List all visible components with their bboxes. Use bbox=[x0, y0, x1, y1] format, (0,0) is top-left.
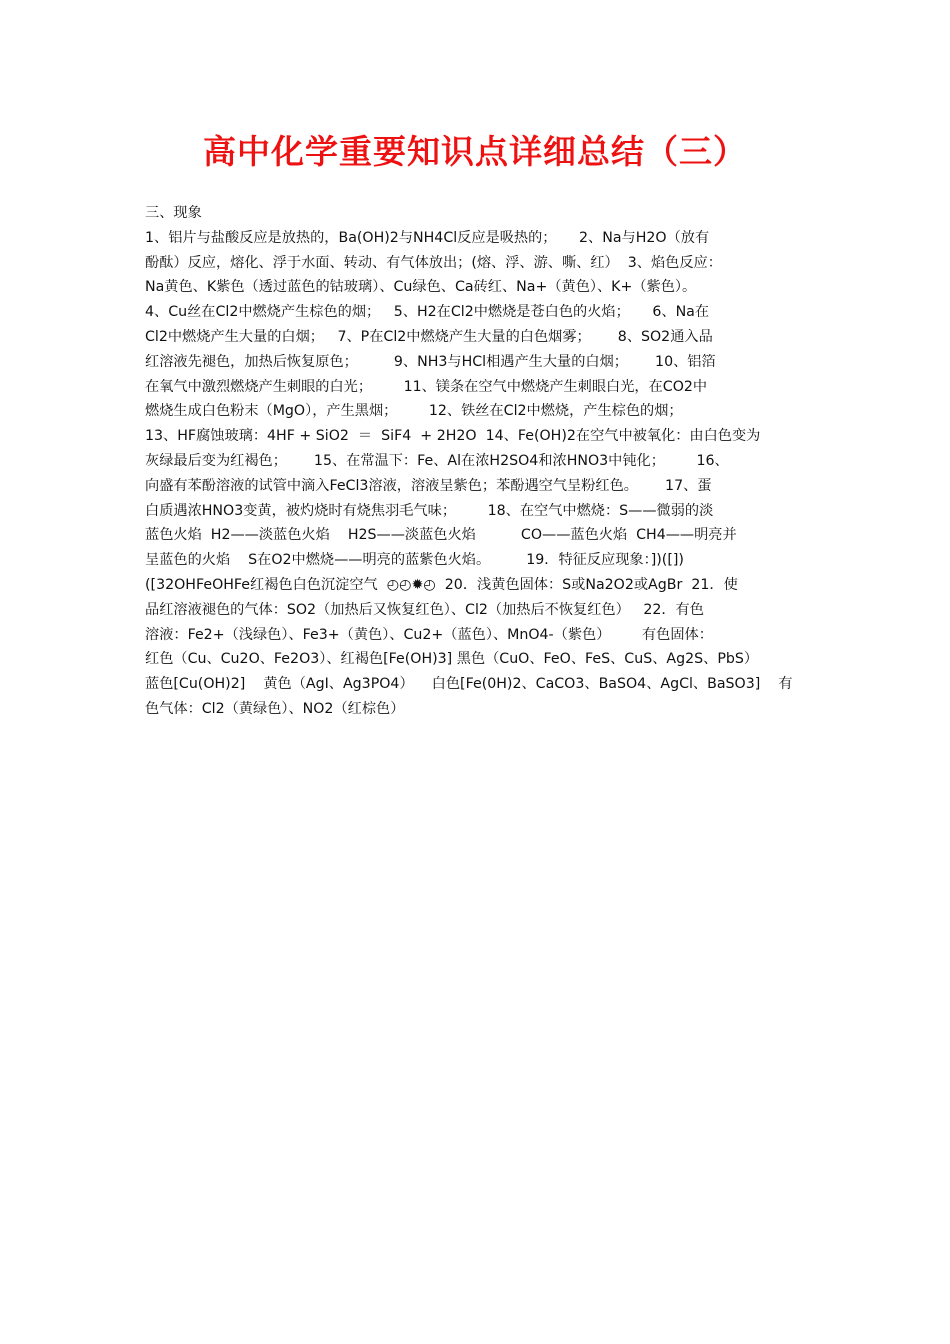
text-line: 白质遇浓HNO3变黄，被灼烧时有烧焦羽毛气味； 18、在空气中燃烧：S——微弱的淡 bbox=[145, 502, 714, 519]
text-line: 燃烧生成白色粉末（MgO），产生黑烟； 12、铁丝在Cl2中燃烧，产生棕色的烟； bbox=[145, 403, 683, 420]
text-line: 色气体：Cl2（黄绿色）、NO2（红棕色） bbox=[145, 700, 405, 717]
text-line: 红溶液先褪色，加热后恢复原色； 9、NH3与HCl相遇产生大量的白烟； 10、铝箔 bbox=[145, 353, 716, 370]
text-line: 在氧气中激烈燃烧产生刺眼的白光； 11、镁条在空气中燃烧产生刺眼白光，在CO2中 bbox=[145, 378, 708, 395]
text-line: 灰绿最后变为红褐色； 15、在常温下：Fe、Al在浓H2SO4和浓HNO3中钝化； 16、 bbox=[145, 452, 729, 469]
text-line: 向盛有苯酚溶液的试管中滴入FeCl3溶液，溶液呈紫色；苯酚遇空气呈粉红色。 17、蛋 bbox=[145, 477, 712, 494]
text-line: 蓝色火焰 H2——淡蓝色火焰 H2S——淡蓝色火焰 CO——蓝色火焰 CH4——明亮并 bbox=[145, 527, 737, 544]
text-line: 蓝色[Cu(OH)2] 黄色（AgI、Ag3PO4） 白色[Fe(0H)2、CaCO3、BaSO4、AgCl、BaSO3] 有 bbox=[145, 676, 793, 693]
text-line: 4、Cu丝在Cl2中燃烧产生棕色的烟； 5、H2在Cl2中燃烧是苍白色的火焰； 6、Na在 bbox=[145, 304, 710, 321]
section-heading: 三、现象 bbox=[145, 205, 202, 221]
text-line: 品红溶液褪色的气体：SO2（加热后又恢复红色）、Cl2（加热后不恢复红色） 22．有色 bbox=[145, 601, 704, 618]
page-title: 高中化学重要知识点详细总结（三） bbox=[203, 132, 747, 171]
text-line: ([32OHFeOHFe红褐色白色沉淀空气 ◴◴✹◴ 20．浅黄色固体：S或Na2O2或AgBr 21．使 bbox=[145, 576, 738, 593]
document-body bbox=[145, 201, 810, 722]
text-line: 溶液：Fe2+（浅绿色）、Fe3+（黄色）、Cu2+（蓝色）、MnO4-（紫色） 有色固体： bbox=[145, 626, 713, 643]
text-line: Na黄色、K紫色（透过蓝色的钴玻璃）、Cu绿色、Ca砖红、Na+（黄色）、K+（紫色）。 bbox=[145, 279, 697, 296]
text-line: Cl2中燃烧产生大量的白烟； 7、P在Cl2中燃烧产生大量的白色烟雾； 8、SO2通入品 bbox=[145, 328, 713, 345]
text-line: 13、HF腐蚀玻璃：4HF + SiO2 ＝ SiF4 + 2H2O 14、Fe(OH)2在空气中被氧化：由白色变为 bbox=[145, 428, 761, 445]
text-line: 红色（Cu、Cu2O、Fe2O3）、红褐色[Fe(OH)3] 黑色（CuO、FeO、FeS、CuS、Ag2S、PbS） bbox=[145, 651, 759, 668]
text-line: 呈蓝色的火焰 S在O2中燃烧——明亮的蓝紫色火焰。 19．特征反应现象：])([]) bbox=[145, 552, 684, 569]
text-line: 酚酞）反应，熔化、浮于水面、转动、有气体放出；(熔、浮、游、嘶、红） 3、焰色反应： bbox=[145, 254, 722, 271]
text-line: 1、铝片与盐酸反应是放热的，Ba(OH)2与NH4Cl反应是吸热的； 2、Na与H2O（放有 bbox=[145, 229, 710, 246]
